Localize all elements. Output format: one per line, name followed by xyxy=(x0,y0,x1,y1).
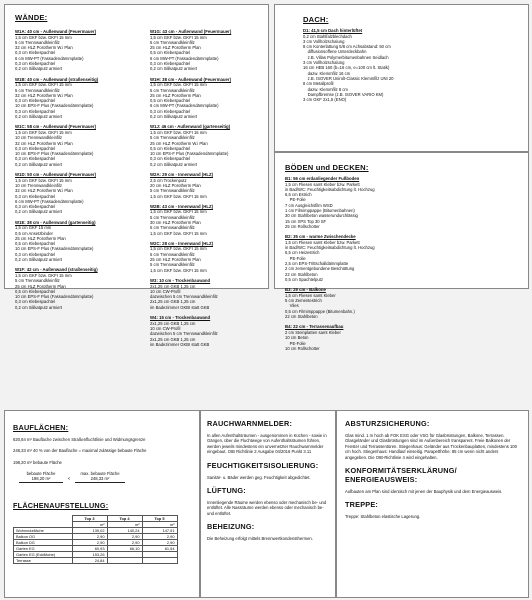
floors-title: BÖDEN und DECKEN: xyxy=(285,163,369,172)
assembly-section xyxy=(15,267,135,310)
assembly-title: W1D: 50 cm - Außenwand (Feuermauer) xyxy=(15,172,97,178)
assembly-layer: 32 cm HLZ Porotherm W.i Plan xyxy=(15,45,73,51)
heat-title: BEHEIZUNG: xyxy=(207,522,255,532)
assembly-layer: 1,5 cm GKF bzw. GKFI 15 mm xyxy=(150,246,207,252)
assembly-layer: 0,5 cm Filmimppappe (Bitumenbahn.) xyxy=(285,308,355,314)
assembly-title: W1H: 38 cm - Außenwand (Feuermauer) xyxy=(150,76,232,82)
assembly-layer: 10 cm Trennwandkleinfilz xyxy=(15,182,63,188)
assembly-layer: 1 cm Filmimppappe (Bitumenbahnen) xyxy=(285,208,355,214)
assembly-layer: 0,3 cm Klebespachtel xyxy=(15,98,56,104)
assembly-layer: 2x1,25 cm GKB 1,25 cm xyxy=(150,299,196,305)
assembly-layer: 30 cm Stahlbeton wasserundurchlässig xyxy=(285,213,358,219)
table-row xyxy=(14,557,178,563)
assembly-layer: 1,5 cm GKF bzw. GKFI 15 mm xyxy=(15,82,72,88)
vent-title: LÜFTUNG: xyxy=(207,486,246,496)
assembly-layer: 32 cm HLZ Porotherm W.i Plan xyxy=(15,92,73,98)
row-value: 153,26 xyxy=(72,551,107,557)
assembly-layer: 25 cm HLZ Porotherm Plan xyxy=(150,92,201,98)
assembly-layer: 25 cm HLZ Porotherm Plan xyxy=(150,45,201,51)
assembly-layer: 5 cm Trennwandkleinfilz xyxy=(15,39,60,45)
areas-body xyxy=(14,527,178,563)
row-label: Balkon OG xyxy=(14,533,73,539)
assembly-layer: 0,2 cm Silikatputz armiert xyxy=(15,304,63,310)
assembly-title: B2: 35 cm - warme Zwischendecke xyxy=(285,234,356,240)
assembly-layer: 6 cm MW-PT (Fassadendämmplatte) xyxy=(150,55,219,61)
assembly-title: W1A: 40 cm - Außenwand (Feuermauer) xyxy=(15,29,97,34)
assembly-section xyxy=(150,29,268,72)
assembly-layer: 7 cm Ausgleichsfilm WSD xyxy=(285,202,333,208)
assembly-section xyxy=(285,234,518,282)
row-label: Garten EG (Eckfläche) xyxy=(14,551,73,557)
assembly-section xyxy=(303,28,518,102)
assembly-layer: 0,3 cm Klebespachtel xyxy=(15,145,56,151)
compare-label-left: bebaute Fläche xyxy=(26,471,56,477)
assembly-layer: 0,2 cm Silikatputz armiert xyxy=(15,114,63,120)
assembly-layer: 2x1,25 cm GKB 1,25 cm xyxy=(150,320,196,326)
assembly-layer: 1,5 cm GKF bzw. GKFI 15 mm xyxy=(150,267,207,273)
compare-label-right: max. bebaute Fläche xyxy=(80,471,120,477)
assembly-layer: 10 cm CW-Profil xyxy=(150,288,181,294)
row-value: 24,84 xyxy=(72,557,107,563)
assembly-layer: 0,3 cm Klebespachtel xyxy=(15,204,56,210)
assembly-layer: 6 cm MW-PT (Fassadendämmplatte) xyxy=(150,103,219,109)
conformity-text: Aufbauten am Plan sind identisch mit jenen der Bauphysik und dem Energieausweis. xyxy=(345,489,503,495)
assembly-layer: dazw. Klemmfilz 16 cm xyxy=(303,70,351,76)
vent-text: Innenliegende Räume werden ebenso oder mechanisch be- und entlüftet. Alle Nassräume werden ebenso oder mechanisch be- und entlüftet. xyxy=(207,500,327,516)
assembly-layer: 0,2 cm Silikatputz armiert xyxy=(15,257,63,263)
assembly-layer: 5 cm Trennwandkleinfilz xyxy=(150,262,195,268)
assembly-layer: 1,5 cm GKF bzw. GKFI 15 mm xyxy=(15,177,72,183)
row-value: 2,90 xyxy=(107,533,142,539)
assembly-layer: 15 cm XPS Top 30 SF xyxy=(285,218,327,224)
assembly-layer: 5 cm Trennwandkleinfilz xyxy=(150,188,195,194)
assembly-layer: 6,5 cm Estrich xyxy=(285,192,312,198)
building-text-3: 198,20 m² bebaute Fläche xyxy=(13,459,62,465)
assembly-layer: 1,5 cm GKF bzw. GKFI 15 mm xyxy=(150,209,207,215)
row-value: 2,90 xyxy=(72,533,107,539)
assembly-layer: 25 cm Rollschotter xyxy=(285,223,320,229)
row-value xyxy=(107,557,142,563)
assembly-layer: 25 cm HLZ Porotherm Plan xyxy=(15,283,66,289)
row-value xyxy=(142,557,177,563)
assembly-layer: 3 cm Vollholzschalung xyxy=(303,60,345,66)
row-label: Wohnnutzfläche xyxy=(14,527,73,533)
assembly-section xyxy=(150,241,268,273)
assembly-layer: 5 cm Trennwandkleinfilz xyxy=(15,87,60,93)
assembly-title: W4: 15 cm - Trockenbauwand xyxy=(150,315,211,321)
assembly-layer: 0,3 cm Klebespachtel xyxy=(15,156,56,162)
assembly-layer: 0,3 cm Klebespachtel xyxy=(15,61,56,67)
assembly-layer: 0,5 cm Klebespachtel xyxy=(150,98,191,104)
row-value: 139,02 xyxy=(72,527,107,533)
row-value: 2,90 xyxy=(72,539,107,545)
assembly-layer: 1,5 cm GKF bzw. GKFI 15 mm xyxy=(150,129,207,135)
row-value: 2,90 xyxy=(142,533,177,539)
assembly-layer: 1,5 cm Fliesen samt Kleber bzw. Parkett xyxy=(285,181,360,187)
walls-left-column xyxy=(15,29,135,315)
fall-title: ABSTURZSICHERUNG: xyxy=(345,419,430,428)
assembly-layer: 1,5 cm Fliesen samt Kleber xyxy=(285,292,336,298)
assembly-layer: 25 cm HLZ Porotherm Plan xyxy=(15,235,66,241)
assembly-layer: 32 cm HLZ Porotherm W.i Plan xyxy=(15,140,73,146)
assembly-layer: 25 cm HLZ Porotherm W.i Plan xyxy=(150,140,208,146)
assembly-layer: 0,2 cm Silikatputz armiert xyxy=(15,161,63,167)
assembly-title: B3: 29 cm - Balkone xyxy=(285,287,326,293)
assembly-layer: 0,2 cm Stahlfalzblechdach xyxy=(303,33,352,39)
assembly-layer: 10 cm Rollschotter xyxy=(285,345,320,351)
assembly-layer: in Bad/WC: Feuchtigkeitsabdichtung lt. Hochzug xyxy=(285,186,375,192)
assembly-layer: 10 cm EPS-F Plus (Fassadendämmplatte) xyxy=(15,294,94,300)
assembly-layer: 5 cm Trennwandkleinfilz xyxy=(150,87,195,93)
assembly-layer: 0,5 cm Klebespachtel xyxy=(15,241,56,247)
assembly-section xyxy=(15,172,135,215)
assembly-layer: 2x1,25 cm GKB 1,25 cm xyxy=(150,336,196,342)
assembly-section xyxy=(15,124,135,167)
assembly-layer: z.B. Villas Polymerbitumenbahnen Seidlach xyxy=(303,54,389,60)
assembly-layer: 10 cm EPS-F Plus (Fassadendämmplatte) xyxy=(150,151,229,157)
smoke-title: RAUCHWARNMELDER: xyxy=(207,419,293,428)
building-panel xyxy=(4,410,200,598)
row-label: Garten EG xyxy=(14,545,73,551)
assembly-layer: 10 cm CW-Profil xyxy=(150,325,181,331)
areas-unit: m² xyxy=(72,521,107,527)
walls-title: WÄNDE: xyxy=(15,13,48,22)
assembly-layer: 5 cm Trennwandkleinfilz xyxy=(150,214,195,220)
assembly-layer: 6 cm MW-PT (Fassadendämmplatte) xyxy=(15,55,84,61)
assembly-section xyxy=(15,77,135,120)
assembly-layer: 6 cm MW-PT (Fassadendämmplatte) xyxy=(15,198,84,204)
assembly-layer: Vlies xyxy=(285,303,299,309)
assembly-layer: 1,5 cm GKF bzw. GKFI 15 mm xyxy=(150,230,207,236)
assembly-layer: PE-Folie xyxy=(285,197,306,203)
assembly-section xyxy=(150,278,268,310)
assembly-layer: 0,3 cm Klebespachtel xyxy=(150,61,191,67)
assembly-title: W2B: 43 cm - Innenwand (HLZ) xyxy=(150,203,214,209)
assembly-layer: im Badezimmer GKBI statt GKB xyxy=(150,341,210,347)
assembly-layer: 2 cm zementgebundene Beschüttung xyxy=(285,266,355,272)
assembly-layer: dazw. Klemmfilz 8 cm xyxy=(303,86,348,92)
assembly-section xyxy=(285,287,518,319)
assembly-layer: 22 cm Stahlbeton xyxy=(285,271,318,277)
assembly-section xyxy=(150,77,268,120)
assembly-layer: 5 cm Trennwandkleinfilz xyxy=(15,278,60,284)
moisture-text: Sanitär- u. Bäder werden geg. Feuchtigkeit abgedichtet. xyxy=(207,474,311,480)
row-label: Balkon DG xyxy=(14,539,73,545)
assembly-layer: Dampfbremse (z.B. ISOVER VARIO KM) xyxy=(303,91,384,97)
floors-panel xyxy=(274,152,529,351)
fall-text: Glas mind. 1 m hoch ab FOK ESG oder VSG für Glasbrüstungen, Balkone, Terrassen. Glasgeländer und Glasbrüstungen sind im Außenbereich transparent. Freie Balkonen der Fenster und Terrassentüren. Stiegenhaus: Geländer aus Trockenbauplatten, mindestens 100 cm hoch. Stiegenhaus: Handlauf einseitig. Parapetthöhe: 85 cm wenn nicht anders angegeben. Die OIB-Richtlinie 4 wird eingehalten. xyxy=(345,433,517,460)
assembly-title: W1G: 43 cm - Außenwand (Feuermauer) xyxy=(150,29,232,34)
assembly-layer: 10 cm EPS-F Plus (Fassadendämmplatte) xyxy=(15,103,94,109)
assembly-layer: 5 cm Trennwandkleinfilz xyxy=(150,225,195,231)
walls-panel xyxy=(4,4,269,347)
assembly-layer: 0,2 cm Silikatputz armiert xyxy=(15,209,63,215)
assembly-layer: 0,5 cm Spachtelputz xyxy=(285,276,323,282)
assembly-layer: PE-Folie xyxy=(285,340,306,346)
assembly-layer: in Bad/WC: Feuchtigkeitsabdichtung lt. Hochzug xyxy=(285,245,375,251)
row-value: 66,10 xyxy=(107,545,142,551)
assembly-layer: 1,5 cm GKF bzw. GKFI 15 mm xyxy=(150,193,207,199)
assembly-layer: 0,3 cm Klebespachtel xyxy=(15,193,56,199)
areas-header-top5: Top 5 xyxy=(142,515,177,521)
building-text-1: 620,84 m² Bauflache zwischen Straßenfluchtlinie und Widmungsgrenze xyxy=(13,437,146,442)
assembly-title: B4: 22 cm - Terrassenaufbau xyxy=(285,324,344,330)
smoke-text: In allen Aufenthaltsräumen - ausgenommen in Küchen - sowie in Gängen, über die Fluchtwege von Aufenthaltsräumen führen, werden jeweils mindestens ein unvernetzter Rauchwarnmelder eingebaut. OIB Richtlinie 2 Ausgabe 04/2016 Punkt 3.11 xyxy=(207,433,327,455)
assembly-layer: 8 cm Konterlattung 5/8 cm Achsabstand: 50 cm xyxy=(303,44,391,50)
assembly-layer: 0,5 cm Klebespachtel xyxy=(15,288,56,294)
assembly-title: B1: 56 cm erdanliegender Fußboden xyxy=(285,176,360,181)
assembly-layer: 8 cm Metallprofil xyxy=(303,81,334,87)
assembly-layer: 1,5 cm GKF 15 mm xyxy=(15,225,52,231)
assembly-layer: 3 cm GKF 2x1,5 (ENO) xyxy=(303,97,347,103)
assembly-layer: 5 cm Trennwandkleinfilz xyxy=(150,39,195,45)
assembly-section xyxy=(15,29,135,72)
assembly-layer: 16 cm HEB 160 (b=16 cm, e=100 cm lt. Statik) xyxy=(303,65,390,71)
assembly-layer: dazwischen 5 cm Trennwandkleinfilz xyxy=(150,294,218,300)
assembly-layer: 0,2 cm Silikatputz armiert xyxy=(150,66,198,72)
roof-title: DACH: xyxy=(303,15,329,24)
assembly-layer: 0,5 cm Ansetzbinder xyxy=(15,230,53,236)
assembly-layer: 2x1,25 cm GKB 1,25 cm xyxy=(150,283,196,289)
building-title: BAUFLÄCHEN: xyxy=(13,423,69,432)
assembly-layer: 5 cm Zementestrich xyxy=(285,298,322,304)
floor-sections xyxy=(285,176,518,351)
row-value: 2,90 xyxy=(107,539,142,545)
moisture-title: FEUCHTIGKEITSISOLIERUNG: xyxy=(207,460,319,470)
assembly-title: W1J: 46 cm - Außenwand (gartenseitig) xyxy=(150,124,231,130)
assembly-title: W2C: 28 cm - Innenwand (HLZ) xyxy=(150,240,214,246)
roof-sections xyxy=(303,28,518,102)
assembly-layer: 0,3 cm Klebespachtel xyxy=(15,251,56,257)
assembly-layer: dazwischen 5 cm Trennwandkleinfilz xyxy=(150,331,218,337)
walls-right-column xyxy=(150,29,268,352)
building-text-2: 248,33 m² 40 % von der Bauflache = maximal zulässige bebaute Fläche xyxy=(13,448,147,454)
assembly-title: W1F: 42 cm - Außenwand (straßenseitig) xyxy=(15,267,98,273)
assembly-layer: 0,2 cm Silikatputz armiert xyxy=(150,161,198,167)
assembly-title: W1B: 40 cm - Außenwand (straßenseitig) xyxy=(15,76,99,82)
compare-value-right: 248,33 m² xyxy=(75,476,125,482)
assembly-section xyxy=(285,324,518,351)
conformity-title: KONFORMITÄTSERKLÄRUNG/ ENERGIEAUSWEIS: xyxy=(345,466,457,485)
roof-panel xyxy=(274,4,529,152)
assembly-layer: 0,3 cm Klebespachtel xyxy=(15,108,56,114)
assembly-layer: 32 cm HLZ Porotherm W.i Plan xyxy=(15,188,73,194)
assembly-section xyxy=(150,204,268,236)
row-value: 61,54 xyxy=(142,545,177,551)
row-value: 147,51 xyxy=(142,527,177,533)
assembly-layer: 25 cm HLZ Porotherm Plan xyxy=(150,257,201,263)
assembly-layer: im Badezimmer GKBI statt GKB xyxy=(150,304,210,310)
assembly-layer: 0,2 cm Silikatputz armiert xyxy=(15,66,63,72)
assembly-layer: 6,5 cm Heizestrich xyxy=(285,250,320,256)
assembly-layer: 5 cm Trennwandkleinfilz xyxy=(150,251,195,257)
assembly-layer: 30 cm HLZ Porotherm Plan xyxy=(150,219,201,225)
row-value: 60,93 xyxy=(72,545,107,551)
areas-header-top3: Top 3 xyxy=(72,515,107,521)
assembly-layer: 1,5 cm GKF bzw. GKFI 15 mm xyxy=(15,129,72,135)
compare-sign: < xyxy=(67,476,71,482)
assembly-title: W3: 10 cm - Trockenbauwand xyxy=(150,277,211,283)
assembly-section xyxy=(150,315,268,347)
areas-unit: m² xyxy=(142,521,177,527)
fall-panel xyxy=(336,410,529,598)
assembly-layer: 10 cm Beton xyxy=(285,335,309,341)
assembly-layer: 2 cm Steinplatten samt Kleber xyxy=(285,329,341,335)
assembly-layer: 2,5 cm Trockenputz xyxy=(150,177,187,183)
heat-text: Die Beheizung erfolgt mittels Brennwertkondensthermen. xyxy=(207,536,313,542)
info-panel xyxy=(200,410,336,598)
assembly-layer: z.B. ISOVER Unirolt-Classic Klemmfilz UNI 20 xyxy=(303,75,394,81)
row-value: 140,24 xyxy=(107,527,142,533)
assembly-layer: 5 cm Trennwandkleinfilz xyxy=(150,135,195,141)
assembly-layer: 1,5 cm GKF bzw. GKFI 15 mm xyxy=(15,34,72,40)
assembly-layer: 20 cm HLZ Porotherm Plan xyxy=(150,182,201,188)
assembly-layer: 2,5 cm EPS-Trittschalldämmplatte xyxy=(285,261,349,267)
row-value: 2,90 xyxy=(142,539,177,545)
assembly-layer: diffusionsoffene Unterdeckbahn xyxy=(303,49,367,55)
assembly-layer: 10 cm EPS-F Plus (Fassadendämmplatte) xyxy=(15,246,94,252)
assembly-layer: 1,5 cm GKF bzw. GKFI 15 mm xyxy=(150,34,207,40)
assembly-layer: 10 cm EPS-F Plus (Fassadendämmplatte) xyxy=(15,151,94,157)
assembly-layer: 0,3 cm Klebespachtel xyxy=(15,299,56,305)
assembly-section xyxy=(15,220,135,263)
assembly-layer: 0,2 cm Silikatputz armiert xyxy=(150,114,198,120)
assembly-layer: 3 cm Vollholzschalung xyxy=(303,38,345,44)
building-compare xyxy=(19,471,191,482)
assembly-layer: 1,5 cm Fliesen samt Kleber bzw. Parkett xyxy=(285,239,360,245)
stairs-text: Treppe: Stahlbeton elastische Lagerung. xyxy=(345,514,421,520)
assembly-layer: 1,5 cm GKF bzw. GKFI 15 mm xyxy=(15,272,72,278)
assembly-title: D1: 41,5 cm Dach hinterlüftet xyxy=(303,28,363,33)
assembly-section xyxy=(150,172,268,199)
assembly-layer: 10 cm Trennwandkleinfilz xyxy=(15,135,63,141)
assembly-layer: 0,3 cm Klebespachtel xyxy=(150,156,191,162)
assembly-title: W1C: 58 cm - Außenwand (Feuermauer) xyxy=(15,124,97,130)
compare-value-left: 198,20 m² xyxy=(19,476,63,482)
areas-unit: m² xyxy=(107,521,142,527)
assembly-layer: 0,5 cm Klebespachtel xyxy=(150,145,191,151)
assembly-layer: PE-Folie xyxy=(285,255,306,261)
assembly-layer: 1,5 cm GKF bzw. GKFI 15 mm xyxy=(150,82,207,88)
assembly-section xyxy=(150,124,268,167)
assembly-title: W2A: 29 cm - Innenwand (HLZ) xyxy=(150,172,214,178)
stairs-title: TREPPE: xyxy=(345,500,379,510)
areas-table xyxy=(13,515,178,564)
areas-header-top4: Top 4 xyxy=(107,515,142,521)
areas-title: FLÄCHENAUFSTELLUNG: xyxy=(13,500,109,510)
assembly-section xyxy=(285,176,518,229)
assembly-title: W1E: 38 cm - Außenwand (gartenseitig) xyxy=(15,219,96,225)
assembly-layer: 0,3 cm Klebespachtel xyxy=(150,108,191,114)
assembly-layer: 0,3 cm Klebespachtel xyxy=(15,50,56,56)
assembly-layer: 0,5 cm Klebespachtel xyxy=(150,50,191,56)
row-label: Terrasse xyxy=(14,557,73,563)
assembly-layer: 22 cm Stahlbeton xyxy=(285,314,318,320)
